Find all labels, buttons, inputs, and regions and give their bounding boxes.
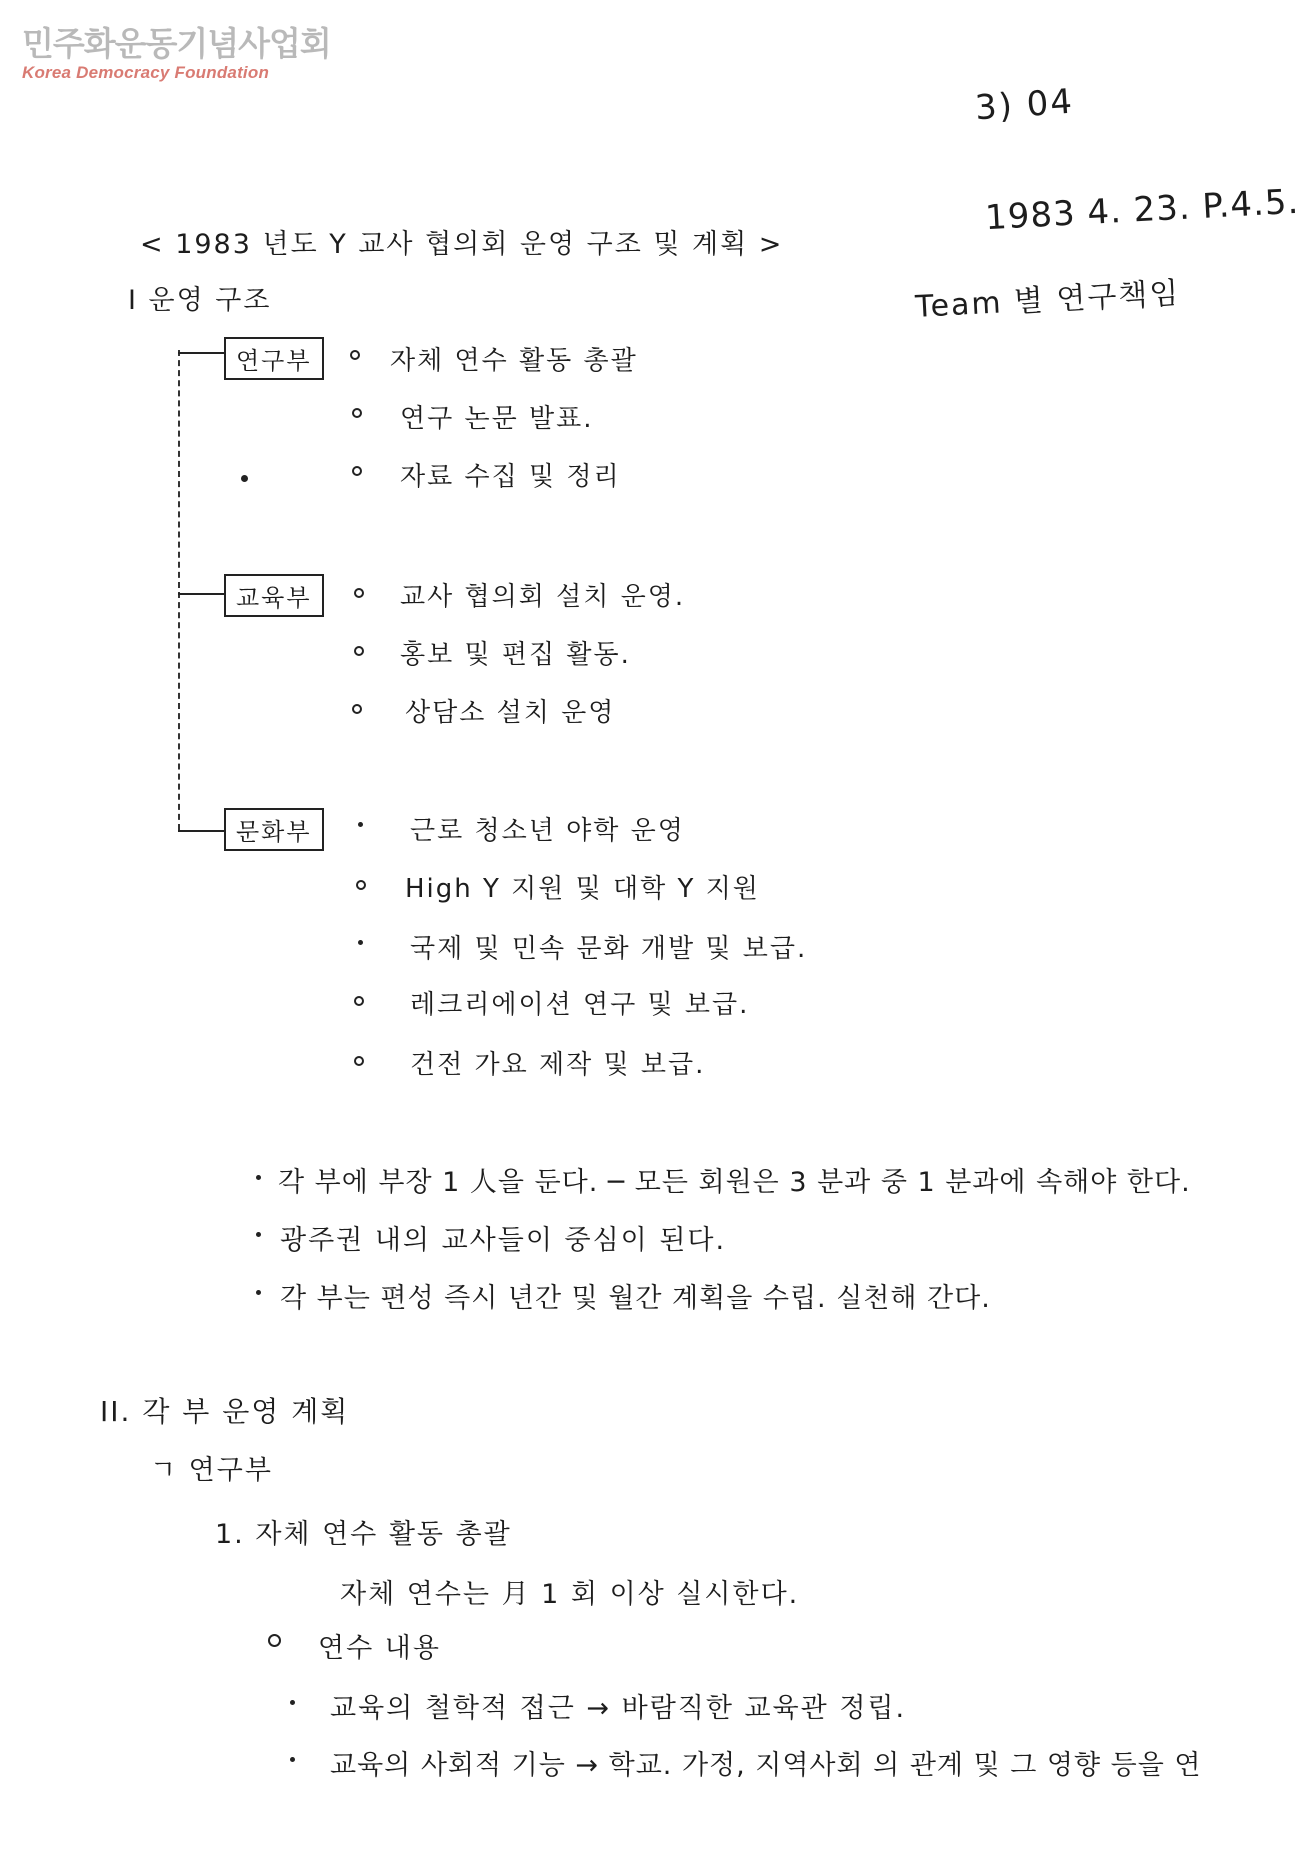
bullet: [256, 1290, 261, 1295]
foundation-logo-korean: 민주화운동기념사업회: [22, 24, 331, 63]
stray-dot: [241, 475, 248, 482]
section2-heading: II. 각 부 운영 계획: [100, 1395, 350, 1428]
bullet: [358, 822, 363, 827]
section2-bullet-2: 교육의 사회적 기능 → 학교. 가정, 지역사회 의 관계 및 그 영향 등을 연: [330, 1750, 1202, 1781]
bullet: [356, 880, 366, 890]
section2-sub-1: 자체 연수는 月 1 회 이상 실시한다.: [340, 1579, 800, 1610]
tree-vertical-line: [178, 350, 180, 830]
culture-item-2: High Y 지원 및 대학 Y 지원: [405, 874, 760, 904]
bullet: [354, 646, 364, 656]
bullet: [290, 1700, 295, 1705]
tree-branch-1: [178, 352, 224, 354]
bullet: [354, 996, 364, 1006]
culture-item-3: 국제 및 민속 문화 개발 및 보급.: [410, 934, 808, 964]
department-box-culture: 문화부: [224, 808, 324, 851]
note-1: 각 부에 부장 1 人을 둔다. ─ 모든 회원은 3 분과 중 1 분과에 속해야 한다.: [278, 1167, 1191, 1198]
bullet: [352, 466, 362, 476]
research-item-3: 자료 수집 및 정리: [400, 462, 621, 492]
culture-item-5: 건전 가요 제작 및 보급.: [410, 1050, 706, 1080]
culture-item-4: 레크리에이션 연구 및 보급.: [410, 990, 750, 1020]
department-box-education: 교육부: [224, 574, 324, 617]
note-2: 광주권 내의 교사들이 중심이 된다.: [280, 1225, 727, 1256]
section2-bullet-1: 교육의 철학적 접근 → 바람직한 교육관 정립.: [330, 1693, 907, 1724]
section2-subheading: ㄱ 연구부: [150, 1455, 273, 1486]
bullet: [256, 1175, 261, 1180]
annotation-note: Team 별 연구책임: [914, 276, 1182, 325]
bullet: [354, 588, 364, 598]
foundation-logo-english: Korea Democracy Foundation: [22, 63, 270, 82]
bullet: [268, 1634, 281, 1647]
bullet: [358, 940, 363, 945]
education-item-3: 상담소 설치 운영: [405, 698, 616, 728]
culture-item-1: 근로 청소년 야학 운영: [410, 816, 685, 846]
bullet: [256, 1232, 261, 1237]
section2-item-1: 1. 자체 연수 활동 총괄: [215, 1519, 512, 1550]
bullet: [290, 1757, 295, 1762]
section1-heading: I 운영 구조: [128, 285, 272, 316]
bullet: [352, 408, 362, 418]
tree-branch-3: [178, 830, 224, 832]
note-3: 각 부는 편성 즉시 년간 및 월간 계획을 수립. 실천해 간다.: [280, 1283, 991, 1314]
document-title: < 1983 년도 Y 교사 협의회 운영 구조 및 계획 >: [140, 229, 784, 260]
research-item-2: 연구 논문 발표.: [400, 404, 594, 434]
research-item-1: 자체 연수 활동 총괄: [390, 346, 638, 376]
bullet: [352, 704, 362, 714]
annotation-date: 1983 4. 23. P.4.5.: [984, 181, 1301, 239]
annotation-number: 3) 04: [973, 81, 1076, 129]
section2-sub-2: 연수 내용: [318, 1633, 441, 1664]
department-box-research: 연구부: [224, 337, 324, 380]
education-item-2: 홍보 및 편집 활동.: [400, 640, 631, 670]
bullet: [354, 1056, 364, 1066]
bullet: [350, 350, 360, 360]
tree-branch-2: [178, 593, 224, 595]
education-item-1: 교사 협의회 설치 운영.: [400, 582, 686, 612]
